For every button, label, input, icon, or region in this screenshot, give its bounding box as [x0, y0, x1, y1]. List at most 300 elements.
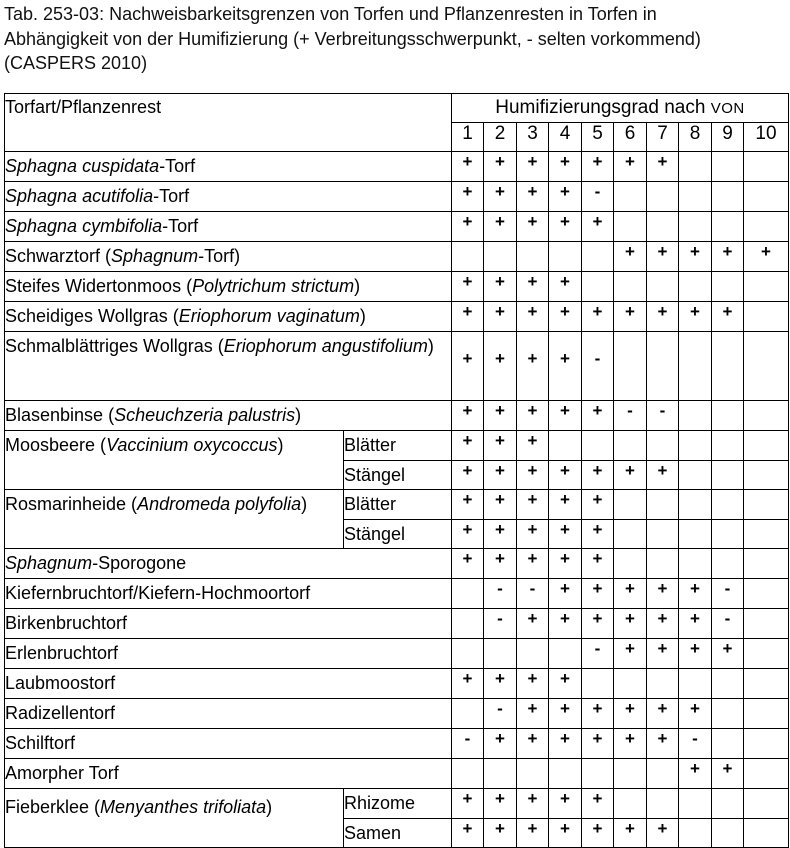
plus-mark: + [614, 460, 647, 490]
plus-mark: + [484, 519, 517, 549]
empty-cell [679, 490, 712, 520]
plus-mark: + [712, 242, 744, 272]
plus-mark: + [549, 699, 582, 729]
plus-mark: + [452, 818, 484, 848]
plus-mark: + [484, 212, 517, 242]
plant-part-label: Stängel [344, 519, 452, 549]
plus-mark: + [517, 272, 549, 302]
plus-mark: + [744, 242, 789, 272]
plus-mark: + [549, 490, 582, 520]
plus-mark: + [549, 212, 582, 242]
plus-mark: + [712, 302, 744, 332]
empty-cell [744, 431, 789, 461]
table-row [5, 401, 789, 431]
plus-mark: + [647, 818, 679, 848]
plus-mark: + [517, 212, 549, 242]
plus-mark: + [517, 699, 549, 729]
degree-header: 1 [452, 123, 484, 152]
plus-mark: + [517, 519, 549, 549]
table-row [5, 549, 789, 579]
degree-header: 10 [744, 123, 789, 152]
empty-cell [614, 789, 647, 819]
table-row [5, 242, 789, 272]
empty-cell [452, 639, 484, 669]
plus-mark: + [549, 401, 582, 431]
empty-cell [712, 332, 744, 401]
plus-mark: + [517, 669, 549, 699]
plus-mark: + [517, 332, 549, 401]
table-row [5, 490, 789, 520]
empty-cell [647, 431, 679, 461]
plus-mark: + [582, 549, 614, 579]
empty-cell [549, 759, 582, 789]
empty-cell [744, 212, 789, 242]
plus-mark: + [647, 302, 679, 332]
minus-mark: - [582, 639, 614, 669]
plus-mark: + [517, 490, 549, 520]
common-name: ) [295, 405, 302, 425]
common-name: ) [359, 306, 366, 326]
empty-cell [744, 759, 789, 789]
empty-cell [744, 818, 789, 848]
empty-cell [582, 759, 614, 789]
plus-mark: + [549, 549, 582, 579]
degree-header: 8 [679, 123, 712, 152]
table-caption [4, 2, 788, 76]
table-row [5, 152, 789, 182]
plus-mark: + [452, 431, 484, 461]
plus-mark: + [484, 460, 517, 490]
row-label [5, 302, 452, 332]
plus-mark: + [452, 302, 484, 332]
latin-name: Sphagnum [111, 246, 199, 266]
common-name: Schwarztorf ( [5, 246, 112, 266]
empty-cell [647, 789, 679, 819]
table-row [5, 789, 789, 819]
plus-mark: + [679, 579, 712, 609]
empty-cell [712, 152, 744, 182]
common-name: -Torf) [198, 246, 241, 266]
empty-cell [647, 519, 679, 549]
row-label [5, 272, 452, 302]
plus-mark: + [549, 818, 582, 848]
common-name: Schilftorf [5, 733, 76, 753]
plus-mark: + [452, 519, 484, 549]
common-name: -Torf [159, 156, 196, 176]
common-name: -Torf [162, 216, 199, 236]
empty-cell [679, 519, 712, 549]
plus-mark: + [452, 669, 484, 699]
empty-cell [679, 431, 712, 461]
latin-name: Polytrichum strictum [192, 276, 355, 296]
row-label [5, 699, 452, 729]
empty-cell [614, 519, 647, 549]
empty-cell [679, 332, 712, 401]
table-row [5, 182, 789, 212]
plant-part-label: Blätter [344, 490, 452, 520]
empty-cell [517, 639, 549, 669]
plus-mark: + [517, 152, 549, 182]
empty-cell [744, 490, 789, 520]
common-name: Scheidiges Wollgras ( [5, 306, 179, 326]
plus-mark: + [452, 490, 484, 520]
table-row [5, 272, 789, 302]
empty-cell [614, 759, 647, 789]
common-name: Steifes Widertonmoos ( [5, 276, 193, 296]
plus-mark: + [647, 460, 679, 490]
plus-mark: + [484, 549, 517, 579]
latin-name: Eriophorum vaginatum [178, 306, 360, 326]
empty-cell [744, 302, 789, 332]
plus-mark: + [484, 302, 517, 332]
plus-mark: + [679, 699, 712, 729]
empty-cell [484, 242, 517, 272]
degree-header: 6 [614, 123, 647, 152]
row-label [5, 490, 344, 549]
empty-cell [744, 729, 789, 759]
minus-mark: - [712, 579, 744, 609]
empty-cell [744, 152, 789, 182]
caption-line-3: (CASPERS 2010) [4, 53, 148, 73]
row-label [5, 609, 452, 639]
plus-mark: + [614, 152, 647, 182]
empty-cell [744, 460, 789, 490]
plus-mark: + [582, 152, 614, 182]
empty-cell [452, 609, 484, 639]
row-label [5, 182, 452, 212]
table-row [5, 669, 789, 699]
degree-header: 5 [582, 123, 614, 152]
empty-cell [712, 431, 744, 461]
degree-header: 3 [517, 123, 549, 152]
empty-cell [744, 182, 789, 212]
latin-name: Vaccinium oxycoccus [106, 435, 278, 455]
empty-cell [647, 669, 679, 699]
table-row [5, 639, 789, 669]
row-label [5, 212, 452, 242]
plus-mark: + [582, 212, 614, 242]
row-label [5, 401, 452, 431]
empty-cell [484, 639, 517, 669]
empty-cell [582, 431, 614, 461]
plus-mark: + [614, 639, 647, 669]
common-name: Blasenbinse ( [5, 405, 115, 425]
common-name: Schmalblättriges Wollgras ( [5, 336, 224, 356]
latin-name: Sphagna cuspidata [5, 156, 160, 176]
minus-mark: - [582, 182, 614, 212]
plus-mark: + [582, 729, 614, 759]
common-name: Erlenbruchtorf [5, 643, 119, 663]
plus-mark: + [549, 579, 582, 609]
plus-mark: + [679, 759, 712, 789]
plus-mark: + [452, 152, 484, 182]
empty-cell [582, 242, 614, 272]
plus-mark: + [582, 789, 614, 819]
table-row [5, 699, 789, 729]
header-first-column: Torfart/Pflanzenrest [5, 94, 452, 152]
empty-cell [744, 332, 789, 401]
plus-mark: + [452, 549, 484, 579]
row-label [5, 332, 452, 401]
empty-cell [712, 460, 744, 490]
plus-mark: + [452, 332, 484, 401]
minus-mark: - [484, 699, 517, 729]
plus-mark: + [679, 242, 712, 272]
header-group-author: VON [710, 100, 745, 117]
plus-mark: + [549, 789, 582, 819]
plus-mark: + [679, 639, 712, 669]
empty-cell [614, 212, 647, 242]
table-row [5, 332, 789, 401]
empty-cell [647, 332, 679, 401]
plus-mark: + [614, 242, 647, 272]
empty-cell [744, 519, 789, 549]
row-label [5, 729, 452, 759]
plus-mark: + [614, 302, 647, 332]
plus-mark: + [517, 431, 549, 461]
latin-name: Andromeda polyfolia [137, 494, 302, 514]
plus-mark: + [484, 152, 517, 182]
empty-cell [744, 609, 789, 639]
common-name: Moosbeere ( [5, 435, 107, 455]
row-label [5, 431, 344, 490]
row-label [5, 242, 452, 272]
empty-cell [614, 669, 647, 699]
empty-cell [614, 490, 647, 520]
empty-cell [712, 272, 744, 302]
table-row [5, 302, 789, 332]
plus-mark: + [647, 699, 679, 729]
plus-mark: + [549, 729, 582, 759]
empty-cell [744, 272, 789, 302]
plus-mark: + [647, 242, 679, 272]
plus-mark: + [517, 818, 549, 848]
plant-part-label: Rhizome [344, 789, 452, 819]
empty-cell [679, 212, 712, 242]
row-label [5, 579, 452, 609]
empty-cell [614, 182, 647, 212]
empty-cell [517, 759, 549, 789]
humification-table [4, 93, 789, 848]
minus-mark: - [484, 609, 517, 639]
empty-cell [452, 699, 484, 729]
empty-cell [647, 759, 679, 789]
row-label [5, 669, 452, 699]
plus-mark: + [517, 401, 549, 431]
empty-cell [517, 242, 549, 272]
plus-mark: + [484, 789, 517, 819]
minus-mark: - [517, 579, 549, 609]
row-label [5, 152, 452, 182]
plus-mark: + [549, 609, 582, 639]
plus-mark: + [484, 401, 517, 431]
plus-mark: + [549, 302, 582, 332]
empty-cell [679, 669, 712, 699]
plus-mark: + [549, 519, 582, 549]
minus-mark: - [679, 729, 712, 759]
plus-mark: + [582, 579, 614, 609]
common-name: ) [354, 276, 361, 296]
plus-mark: + [549, 669, 582, 699]
empty-cell [679, 182, 712, 212]
empty-cell [614, 431, 647, 461]
empty-cell [744, 549, 789, 579]
plus-mark: + [517, 729, 549, 759]
empty-cell [679, 549, 712, 579]
plus-mark: + [582, 460, 614, 490]
plus-mark: + [582, 401, 614, 431]
common-name: Kiefernbruchtorf/Kiefern-Hochmoortorf [5, 583, 311, 603]
plus-mark: + [517, 460, 549, 490]
empty-cell [549, 431, 582, 461]
table-row [5, 729, 789, 759]
degree-header: 9 [712, 123, 744, 152]
empty-cell [679, 152, 712, 182]
empty-cell [582, 272, 614, 302]
empty-cell [549, 242, 582, 272]
common-name: Laubmoostorf [5, 673, 116, 693]
empty-cell [647, 272, 679, 302]
common-name: Birkenbruchtorf [5, 613, 128, 633]
empty-cell [679, 401, 712, 431]
empty-cell [549, 639, 582, 669]
minus-mark: - [647, 401, 679, 431]
empty-cell [679, 789, 712, 819]
empty-cell [614, 549, 647, 579]
empty-cell [647, 549, 679, 579]
plus-mark: + [679, 609, 712, 639]
plus-mark: + [614, 818, 647, 848]
plus-mark: + [647, 579, 679, 609]
empty-cell [712, 669, 744, 699]
latin-name: Sphagnum [5, 553, 93, 573]
empty-cell [744, 699, 789, 729]
empty-cell [452, 579, 484, 609]
empty-cell [712, 490, 744, 520]
plus-mark: + [582, 699, 614, 729]
plus-mark: + [452, 212, 484, 242]
minus-mark: - [484, 579, 517, 609]
minus-mark: - [614, 401, 647, 431]
plus-mark: + [614, 729, 647, 759]
common-name: ) [277, 435, 284, 455]
table-row [5, 609, 789, 639]
empty-cell [614, 272, 647, 302]
minus-mark: - [452, 729, 484, 759]
plus-mark: + [452, 401, 484, 431]
row-label [5, 759, 452, 789]
plus-mark: + [679, 302, 712, 332]
plus-mark: + [549, 152, 582, 182]
plus-mark: + [484, 490, 517, 520]
plus-mark: + [549, 460, 582, 490]
common-name: Radizellentorf [5, 703, 116, 723]
plus-mark: + [647, 729, 679, 759]
empty-cell [452, 242, 484, 272]
common-name: -Sporogone [92, 553, 187, 573]
plus-mark: + [614, 699, 647, 729]
empty-cell [712, 182, 744, 212]
plus-mark: + [647, 609, 679, 639]
header-group-label: Humifizierungsgrad nach [495, 97, 706, 118]
common-name: Rosmarinheide ( [5, 494, 138, 514]
latin-name: Sphagna cymbifolia [5, 216, 163, 236]
plant-part-label: Blätter [344, 431, 452, 461]
degree-header: 2 [484, 123, 517, 152]
header-row-1 [5, 94, 789, 123]
empty-cell [744, 579, 789, 609]
row-label [5, 789, 344, 848]
empty-cell [712, 818, 744, 848]
plus-mark: + [647, 152, 679, 182]
plus-mark: + [484, 272, 517, 302]
empty-cell [744, 669, 789, 699]
common-name: ) [301, 494, 308, 514]
empty-cell [647, 182, 679, 212]
caption-line-2: Abhängigkeit von der Humifizierung (+ Verbreitungsschwerpunkt, - selten vorkommend) [4, 28, 701, 49]
plus-mark: + [517, 182, 549, 212]
plus-mark: + [484, 431, 517, 461]
empty-cell [614, 332, 647, 401]
degree-header: 7 [647, 123, 679, 152]
plus-mark: + [712, 639, 744, 669]
plus-mark: + [549, 332, 582, 401]
empty-cell [712, 549, 744, 579]
plus-mark: + [484, 818, 517, 848]
plus-mark: + [582, 519, 614, 549]
plus-mark: + [549, 272, 582, 302]
plus-mark: + [517, 609, 549, 639]
latin-name: Eriophorum angustifolium [223, 336, 428, 356]
empty-cell [679, 818, 712, 848]
latin-name: Sphagna acutifolia [5, 186, 154, 206]
plus-mark: + [582, 490, 614, 520]
empty-cell [647, 490, 679, 520]
common-name: -Torf [153, 186, 190, 206]
plus-mark: + [517, 549, 549, 579]
degree-header: 4 [549, 123, 582, 152]
empty-cell [712, 729, 744, 759]
row-label [5, 549, 452, 579]
plus-mark: + [647, 639, 679, 669]
plus-mark: + [517, 789, 549, 819]
empty-cell [712, 212, 744, 242]
common-name: ) [427, 336, 434, 356]
plant-part-label: Stängel [344, 460, 452, 490]
empty-cell [712, 789, 744, 819]
common-name: Amorpher Torf [5, 763, 119, 783]
plus-mark: + [484, 182, 517, 212]
empty-cell [744, 789, 789, 819]
empty-cell [712, 401, 744, 431]
table-row [5, 759, 789, 789]
empty-cell [679, 460, 712, 490]
empty-cell [712, 699, 744, 729]
header-humification-group [452, 94, 789, 123]
caption-line-1: Tab. 253-03: Nachweisbarkeitsgrenzen von Torfen und Pflanzenresten in Torfen in [4, 4, 657, 24]
plus-mark: + [484, 669, 517, 699]
empty-cell [452, 759, 484, 789]
minus-mark: - [712, 609, 744, 639]
plus-mark: + [549, 182, 582, 212]
plus-mark: + [582, 609, 614, 639]
plus-mark: + [452, 182, 484, 212]
latin-name: Scheuchzeria palustris [114, 405, 296, 425]
plus-mark: + [452, 272, 484, 302]
plus-mark: + [712, 759, 744, 789]
empty-cell [647, 212, 679, 242]
plant-part-label: Samen [344, 818, 452, 848]
